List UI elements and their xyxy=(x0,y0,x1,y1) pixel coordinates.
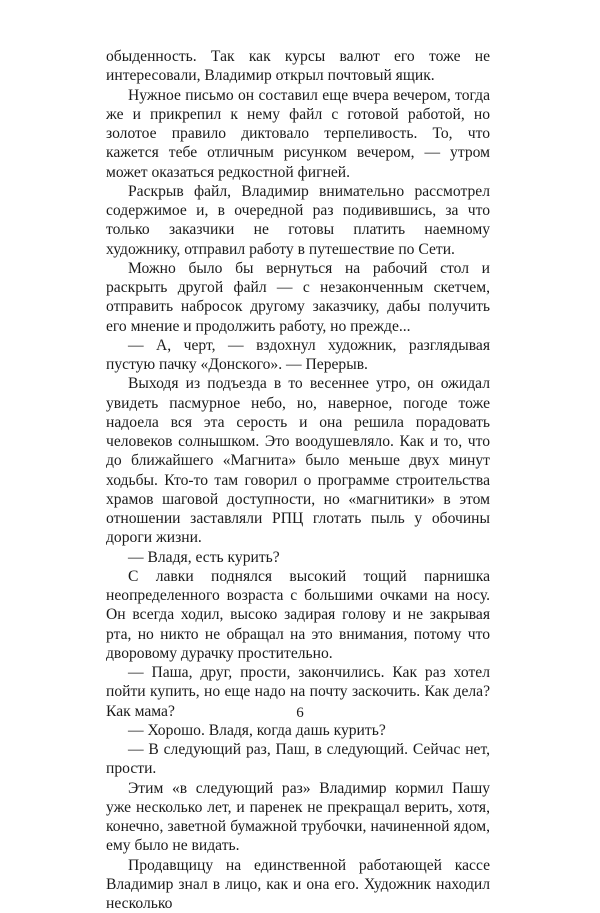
paragraph: Нужное письмо он составил еще вчера вечером, тогда же и прикрепил к нему файл с готовой работой, но золотое правило диктовало терпеливость. То, что кажется тебе отличным рисунком вечером, — утром может оказаться редкостной фигней. xyxy=(106,86,490,182)
dialogue-line: — В следующий раз, Паш, в следующий. Сейчас нет, прости. xyxy=(106,740,490,779)
paragraph: Этим «в следующий раз» Владимир кормил Пашу уже несколько лет, и паренек не прекращал верить, хотя, конечно, заветной бумажной трубочки, начиненной ядом, ему было не видать. xyxy=(106,779,490,856)
paragraph: Продавщицу на единственной работающей кассе Владимир знал в лицо, как и она его. Художник находил несколько xyxy=(106,856,490,913)
paragraph: обыденность. Так как курсы валют его тоже не интересовали, Владимир открыл почтовый ящик. xyxy=(106,47,490,86)
page-number: 6 xyxy=(0,704,600,722)
dialogue-line: — Владя, есть курить? xyxy=(106,548,490,567)
paragraph: Можно было бы вернуться на рабочий стол и раскрыть другой файл — с незаконченным скетчем, отправить набросок другому заказчику, дабы получить его мнение и продолжить работу, но прежде... xyxy=(106,259,490,336)
dialogue-line: — А, черт, — вздохнул художник, разглядывая пустую пачку «Донского». — Перерыв. xyxy=(106,336,490,375)
dialogue-line: — Паша, друг, прости, закончились. Как раз хотел пойти купить, но еще надо на почту заскочить. Как дела? Как мама? xyxy=(106,663,490,721)
dialogue-line: — Хорошо. Владя, когда дашь курить? xyxy=(106,721,490,740)
paragraph: С лавки поднялся высокий тощий парнишка неопределенного возраста с большими очками на носу. Он всегда ходил, высоко задирая голову и не закрывая рта, но никто не обращал на это внимания, потому что дворовому дурачку простительно. xyxy=(106,567,490,663)
paragraph: Раскрыв файл, Владимир внимательно рассмотрел содержимое и, в очередной раз подивившись, за что только заказчики не готовы платить наемному художнику, отправил работу в путешествие по Сети. xyxy=(106,182,490,259)
paragraph: Выходя из подъезда в то весеннее утро, он ожидал увидеть пасмурное небо, но, наверное, погоде тоже надоела вся эта серость и она решила порадовать человеков солнышком. Это воодушевляло. Как и то, что до ближайшего «Магнита» было меньше двух минут ходьбы. Кто-то там говорил о программе строительства храмов шаговой доступности, но «магнитики» в этом отношении заставляли РПЦ глотать пыль у обочины дороги жизни. xyxy=(106,374,490,547)
body-text xyxy=(106,47,490,913)
